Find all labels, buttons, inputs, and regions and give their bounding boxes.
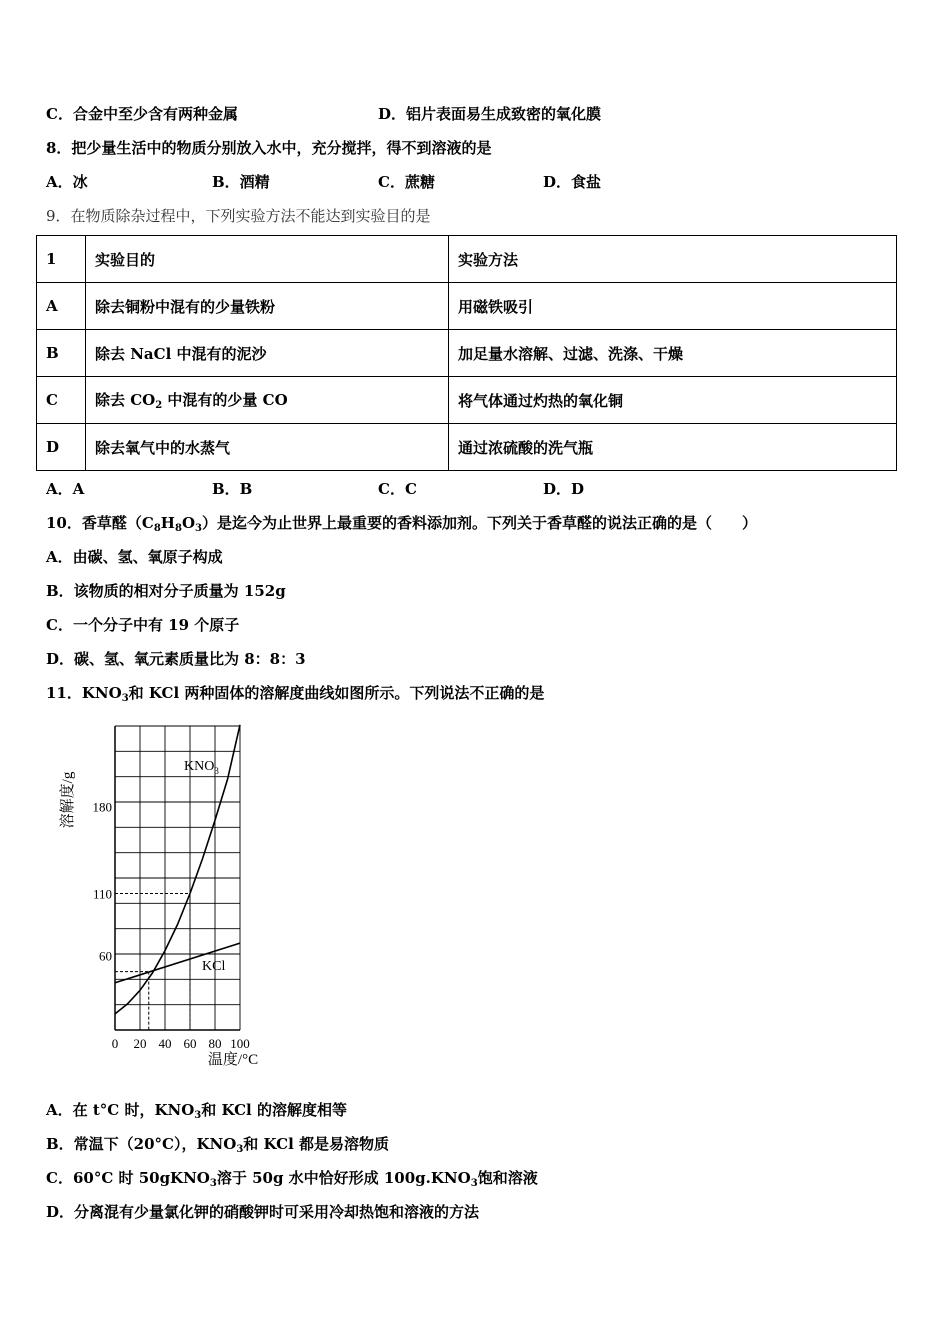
q10-stem	[46, 512, 757, 534]
q11-option-d: D．分离混有少量氯化钾的硝酸钾时可采用冷却热饱和溶液的方法	[46, 1203, 480, 1221]
table-cell: 1	[37, 236, 86, 283]
table-row	[37, 283, 897, 330]
x-tick-label: 60	[183, 1036, 197, 1051]
stem-text: 和 KCl 两种固体的溶解度曲线如图所示。下列说法不正确的是	[128, 684, 545, 702]
label-subscript: 3	[214, 766, 219, 776]
q9-stem: 9．在物质除杂过程中，下列实验方法不能达到实验目的是	[46, 207, 431, 225]
subscript: 3	[195, 523, 202, 534]
q8-option-b: B．酒精	[212, 173, 270, 191]
q11-option-c	[46, 1167, 538, 1189]
y-axis-label: 溶解度/g	[60, 771, 76, 829]
q10-option-c: C．一个分子中有 19 个原子	[46, 616, 240, 634]
subscript: 3	[470, 1178, 478, 1189]
solubility-chart	[50, 720, 280, 1075]
subscript: 3	[209, 1178, 217, 1189]
table-cell: D	[37, 424, 86, 471]
kno3-series-label	[184, 759, 219, 776]
q8-option-a: A．冰	[46, 173, 88, 191]
table-cell: A	[37, 283, 86, 330]
option-text: C．60°C 时 50gKNO	[46, 1169, 210, 1187]
subscript: 3	[194, 1110, 202, 1121]
table-cell: 加足量水溶解、过滤、洗涤、干燥	[449, 330, 897, 377]
option-text: 饱和溶液	[477, 1169, 538, 1187]
kcl-series-label: KCl	[202, 959, 226, 974]
chart-grid	[115, 726, 240, 1030]
table-cell: 除去铜粉中混有的少量铁粉	[86, 283, 449, 330]
x-tick-label: 100	[230, 1036, 250, 1051]
table-cell: 实验目的	[86, 236, 449, 283]
q10-option-d: D．碳、氢、氧元素质量比为 8：8：3	[46, 650, 306, 668]
y-tick-label: 110	[92, 886, 112, 902]
label-text: KNO	[184, 759, 215, 774]
table-cell: 将气体通过灼热的氧化铜	[449, 377, 897, 424]
cell-text: 除去 CO	[95, 391, 156, 409]
q8-option-d: D．食盐	[543, 173, 602, 191]
q9-option-a: A．A	[46, 480, 85, 498]
q10-option-b: B．该物质的相对分子质量为 152g	[46, 582, 286, 600]
table-row	[37, 424, 897, 471]
option-text: A．在 t°C 时，KNO	[46, 1101, 195, 1119]
cell-text: 中混有的少量 CO	[162, 391, 288, 409]
q9-option-d: D．D	[543, 480, 585, 498]
subscript: 2	[155, 400, 163, 411]
table-cell: B	[37, 330, 86, 377]
table-cell: 通过浓硫酸的洗气瓶	[449, 424, 897, 471]
q9-table	[36, 235, 897, 471]
option-text: 和 KCl 都是易溶物质	[243, 1135, 389, 1153]
y-tick-label: 180	[92, 799, 112, 815]
subscript: 8	[174, 523, 182, 534]
table-cell: C	[37, 377, 86, 424]
table-cell: 除去氧气中的水蒸气	[86, 424, 449, 471]
q11-option-a	[46, 1099, 347, 1121]
subscript: 3	[236, 1144, 244, 1155]
subscript: 8	[153, 523, 161, 534]
q7-option-c: C．合金中至少含有两种金属	[46, 105, 238, 123]
stem-text: 10．香草醛（C	[46, 514, 154, 532]
stem-text: O	[181, 514, 196, 532]
q10-option-a: A．由碳、氢、氧原子构成	[46, 548, 223, 566]
x-tick-label: 0	[111, 1036, 119, 1051]
table-header-row	[37, 236, 897, 283]
table-cell: 用磁铁吸引	[449, 283, 897, 330]
q9-option-b: B．B	[212, 480, 253, 498]
x-axis-label: 温度/°C	[207, 1052, 259, 1068]
option-text: B．常温下（20°C），KNO	[46, 1135, 237, 1153]
stem-text: 11．KNO	[46, 684, 122, 702]
x-tick-label: 20	[133, 1036, 147, 1051]
q9-option-c: C．C	[378, 480, 417, 498]
stem-text: ）是迄今为止世界上最重要的香料添加剂。下列关于香草醛的说法正确的是（ ）	[202, 514, 758, 532]
q11-option-b	[46, 1133, 389, 1155]
option-text: 溶于 50g 水中恰好形成 100g.KNO	[216, 1169, 471, 1187]
table-cell: 除去 NaCl 中混有的泥沙	[86, 330, 449, 377]
q11-stem	[46, 682, 544, 704]
table-row	[37, 377, 897, 424]
table-cell: 实验方法	[449, 236, 897, 283]
q8-stem: 8．把少量生活中的物质分别放入水中，充分搅拌，得不到溶液的是	[46, 139, 492, 157]
stem-text: H	[160, 514, 175, 532]
option-text: 和 KCl 的溶解度相等	[201, 1101, 347, 1119]
subscript: 3	[121, 693, 129, 704]
q7-option-d: D．铝片表面易生成致密的氧化膜	[378, 105, 602, 123]
table-cell	[86, 377, 449, 424]
x-tick-label: 40	[158, 1036, 172, 1051]
y-tick-label: 60	[99, 948, 112, 964]
table-row	[37, 330, 897, 377]
q8-option-c: C．蔗糖	[378, 173, 435, 191]
x-tick-label: 80	[208, 1036, 222, 1051]
